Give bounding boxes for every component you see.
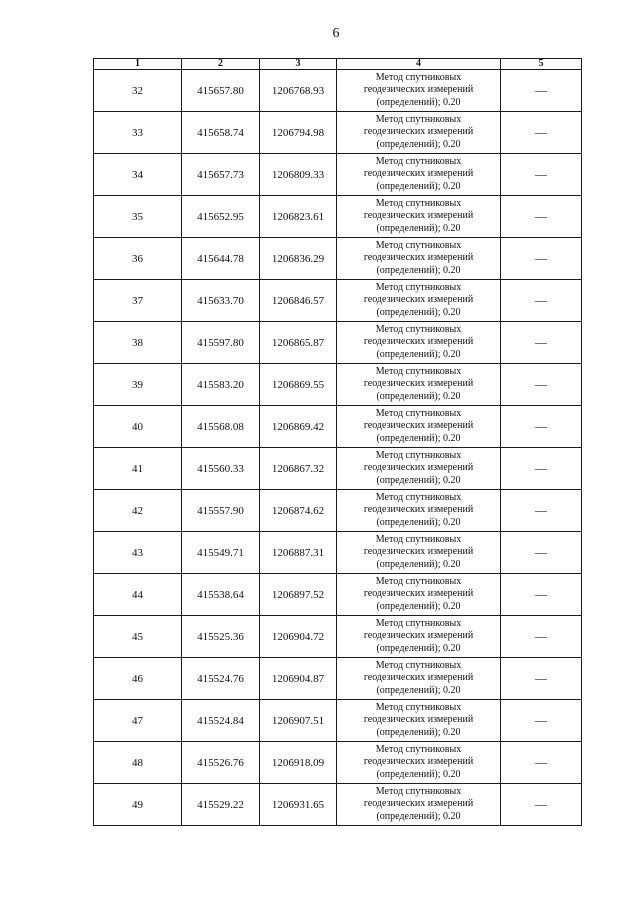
point-number-cell: 46 [94,658,182,700]
method-cell [337,658,501,700]
method-line: Метод спутниковых [375,659,462,671]
method-line: (определений); 0.20 [376,474,461,486]
y-coordinate-cell: 1206869.42 [260,406,337,448]
note-cell: — [501,700,582,742]
method-line: (определений); 0.20 [376,432,461,444]
note-cell: — [501,448,582,490]
method-line: геодезических измерений [363,630,474,642]
coordinates-table [93,58,582,826]
y-coordinate-cell: 1206869.55 [260,364,337,406]
x-coordinate-cell: 415524.84 [182,700,260,742]
point-number-cell: 35 [94,196,182,238]
point-number-cell: 36 [94,238,182,280]
method-line: геодезических измерений [363,84,474,96]
method-cell [337,490,501,532]
y-coordinate-cell: 1206836.29 [260,238,337,280]
point-number-cell: 42 [94,490,182,532]
point-number-cell: 33 [94,112,182,154]
method-cell [337,742,501,784]
method-cell [337,238,501,280]
table-row [94,574,582,616]
method-line: Метод спутниковых [375,323,462,335]
method-line: Метод спутниковых [375,785,462,797]
x-coordinate-cell: 415657.80 [182,70,260,112]
method-line: (определений); 0.20 [376,810,461,822]
method-line: (определений); 0.20 [376,138,461,150]
note-cell: — [501,112,582,154]
y-coordinate-cell: 1206823.61 [260,196,337,238]
table-row [94,112,582,154]
method-cell [337,280,501,322]
note-cell: — [501,784,582,826]
table-row [94,364,582,406]
note-cell: — [501,196,582,238]
method-line: Метод спутниковых [375,71,462,83]
note-cell: — [501,280,582,322]
method-line: Метод спутниковых [375,491,462,503]
method-cell [337,70,501,112]
x-coordinate-cell: 415657.73 [182,154,260,196]
x-coordinate-cell: 415538.64 [182,574,260,616]
x-coordinate-cell: 415524.76 [182,658,260,700]
column-header: 2 [182,59,260,70]
x-coordinate-cell: 415597.80 [182,322,260,364]
y-coordinate-cell: 1206897.52 [260,574,337,616]
point-number-cell: 43 [94,532,182,574]
note-cell: — [501,574,582,616]
method-line: (определений); 0.20 [376,306,461,318]
method-line: (определений); 0.20 [376,768,461,780]
method-line: геодезических измерений [363,378,474,390]
method-cell [337,700,501,742]
note-cell: — [501,658,582,700]
method-line: геодезических измерений [363,168,474,180]
method-line: геодезических измерений [363,420,474,432]
method-line: Метод спутниковых [375,701,462,713]
method-line: Метод спутниковых [375,617,462,629]
note-cell: — [501,70,582,112]
method-line: геодезических измерений [363,546,474,558]
x-coordinate-cell: 415525.36 [182,616,260,658]
table-row [94,532,582,574]
x-coordinate-cell: 415529.22 [182,784,260,826]
method-cell [337,322,501,364]
y-coordinate-cell: 1206768.93 [260,70,337,112]
note-cell: — [501,490,582,532]
note-cell: — [501,742,582,784]
point-number-cell: 48 [94,742,182,784]
column-header: 3 [260,59,337,70]
method-cell [337,406,501,448]
method-line: (определений); 0.20 [376,96,461,108]
note-cell: — [501,616,582,658]
y-coordinate-cell: 1206904.72 [260,616,337,658]
method-line: геодезических измерений [363,336,474,348]
y-coordinate-cell: 1206865.87 [260,322,337,364]
point-number-cell: 49 [94,784,182,826]
page-number: 6 [332,26,340,41]
table-row [94,490,582,532]
point-number-cell: 39 [94,364,182,406]
x-coordinate-cell: 415560.33 [182,448,260,490]
point-number-cell: 34 [94,154,182,196]
y-coordinate-cell: 1206907.51 [260,700,337,742]
y-coordinate-cell: 1206904.87 [260,658,337,700]
method-cell [337,448,501,490]
method-line: Метод спутниковых [375,743,462,755]
method-cell [337,574,501,616]
point-number-cell: 40 [94,406,182,448]
method-cell [337,112,501,154]
point-number-cell: 47 [94,700,182,742]
point-number-cell: 32 [94,70,182,112]
method-line: (определений); 0.20 [376,348,461,360]
method-line: геодезических измерений [363,252,474,264]
method-line: Метод спутниковых [375,197,462,209]
y-coordinate-cell: 1206874.62 [260,490,337,532]
table-header [94,59,582,70]
x-coordinate-cell: 415549.71 [182,532,260,574]
x-coordinate-cell: 415583.20 [182,364,260,406]
method-line: геодезических измерений [363,798,474,810]
y-coordinate-cell: 1206867.32 [260,448,337,490]
y-coordinate-cell: 1206918.09 [260,742,337,784]
table-row [94,742,582,784]
table-body [94,70,582,826]
column-header: 5 [501,59,582,70]
method-cell [337,532,501,574]
table-row [94,700,582,742]
y-coordinate-cell: 1206931.65 [260,784,337,826]
method-line: (определений); 0.20 [376,684,461,696]
note-cell: — [501,154,582,196]
x-coordinate-cell: 415633.70 [182,280,260,322]
method-line: геодезических измерений [363,504,474,516]
x-coordinate-cell: 415568.08 [182,406,260,448]
point-number-cell: 45 [94,616,182,658]
method-line: Метод спутниковых [375,281,462,293]
method-line: геодезических измерений [363,210,474,222]
method-line: (определений); 0.20 [376,558,461,570]
method-cell [337,196,501,238]
table-row [94,154,582,196]
method-line: (определений); 0.20 [376,264,461,276]
method-line: геодезических измерений [363,756,474,768]
column-header: 4 [337,59,501,70]
method-line: геодезических измерений [363,714,474,726]
y-coordinate-cell: 1206887.31 [260,532,337,574]
method-cell [337,154,501,196]
table-row [94,322,582,364]
x-coordinate-cell: 415526.76 [182,742,260,784]
table-row [94,238,582,280]
method-line: Метод спутниковых [375,155,462,167]
note-cell: — [501,364,582,406]
method-line: (определений); 0.20 [376,642,461,654]
note-cell: — [501,406,582,448]
method-line: (определений); 0.20 [376,600,461,612]
point-number-cell: 44 [94,574,182,616]
table-row [94,406,582,448]
y-coordinate-cell: 1206809.33 [260,154,337,196]
table-row [94,196,582,238]
method-cell [337,784,501,826]
x-coordinate-cell: 415557.90 [182,490,260,532]
method-line: Метод спутниковых [375,239,462,251]
method-line: геодезических измерений [363,126,474,138]
method-cell [337,364,501,406]
method-line: геодезических измерений [363,294,474,306]
x-coordinate-cell: 415652.95 [182,196,260,238]
point-number-cell: 41 [94,448,182,490]
table-row [94,70,582,112]
method-line: (определений); 0.20 [376,516,461,528]
method-line: Метод спутниковых [375,575,462,587]
method-line: геодезических измерений [363,462,474,474]
method-cell [337,616,501,658]
x-coordinate-cell: 415658.74 [182,112,260,154]
method-line: Метод спутниковых [375,113,462,125]
y-coordinate-cell: 1206794.98 [260,112,337,154]
method-line: (определений); 0.20 [376,726,461,738]
point-number-cell: 37 [94,280,182,322]
table-row [94,784,582,826]
method-line: (определений); 0.20 [376,222,461,234]
note-cell: — [501,322,582,364]
point-number-cell: 38 [94,322,182,364]
x-coordinate-cell: 415644.78 [182,238,260,280]
table-row [94,448,582,490]
table-row [94,280,582,322]
method-line: геодезических измерений [363,588,474,600]
method-line: (определений); 0.20 [376,390,461,402]
table-row [94,616,582,658]
header-row [94,59,582,70]
method-line: Метод спутниковых [375,449,462,461]
method-line: (определений); 0.20 [376,180,461,192]
note-cell: — [501,532,582,574]
method-line: Метод спутниковых [375,533,462,545]
method-line: Метод спутниковых [375,365,462,377]
table-row [94,658,582,700]
method-line: геодезических измерений [363,672,474,684]
note-cell: — [501,238,582,280]
method-line: Метод спутниковых [375,407,462,419]
y-coordinate-cell: 1206846.57 [260,280,337,322]
column-header: 1 [94,59,182,70]
